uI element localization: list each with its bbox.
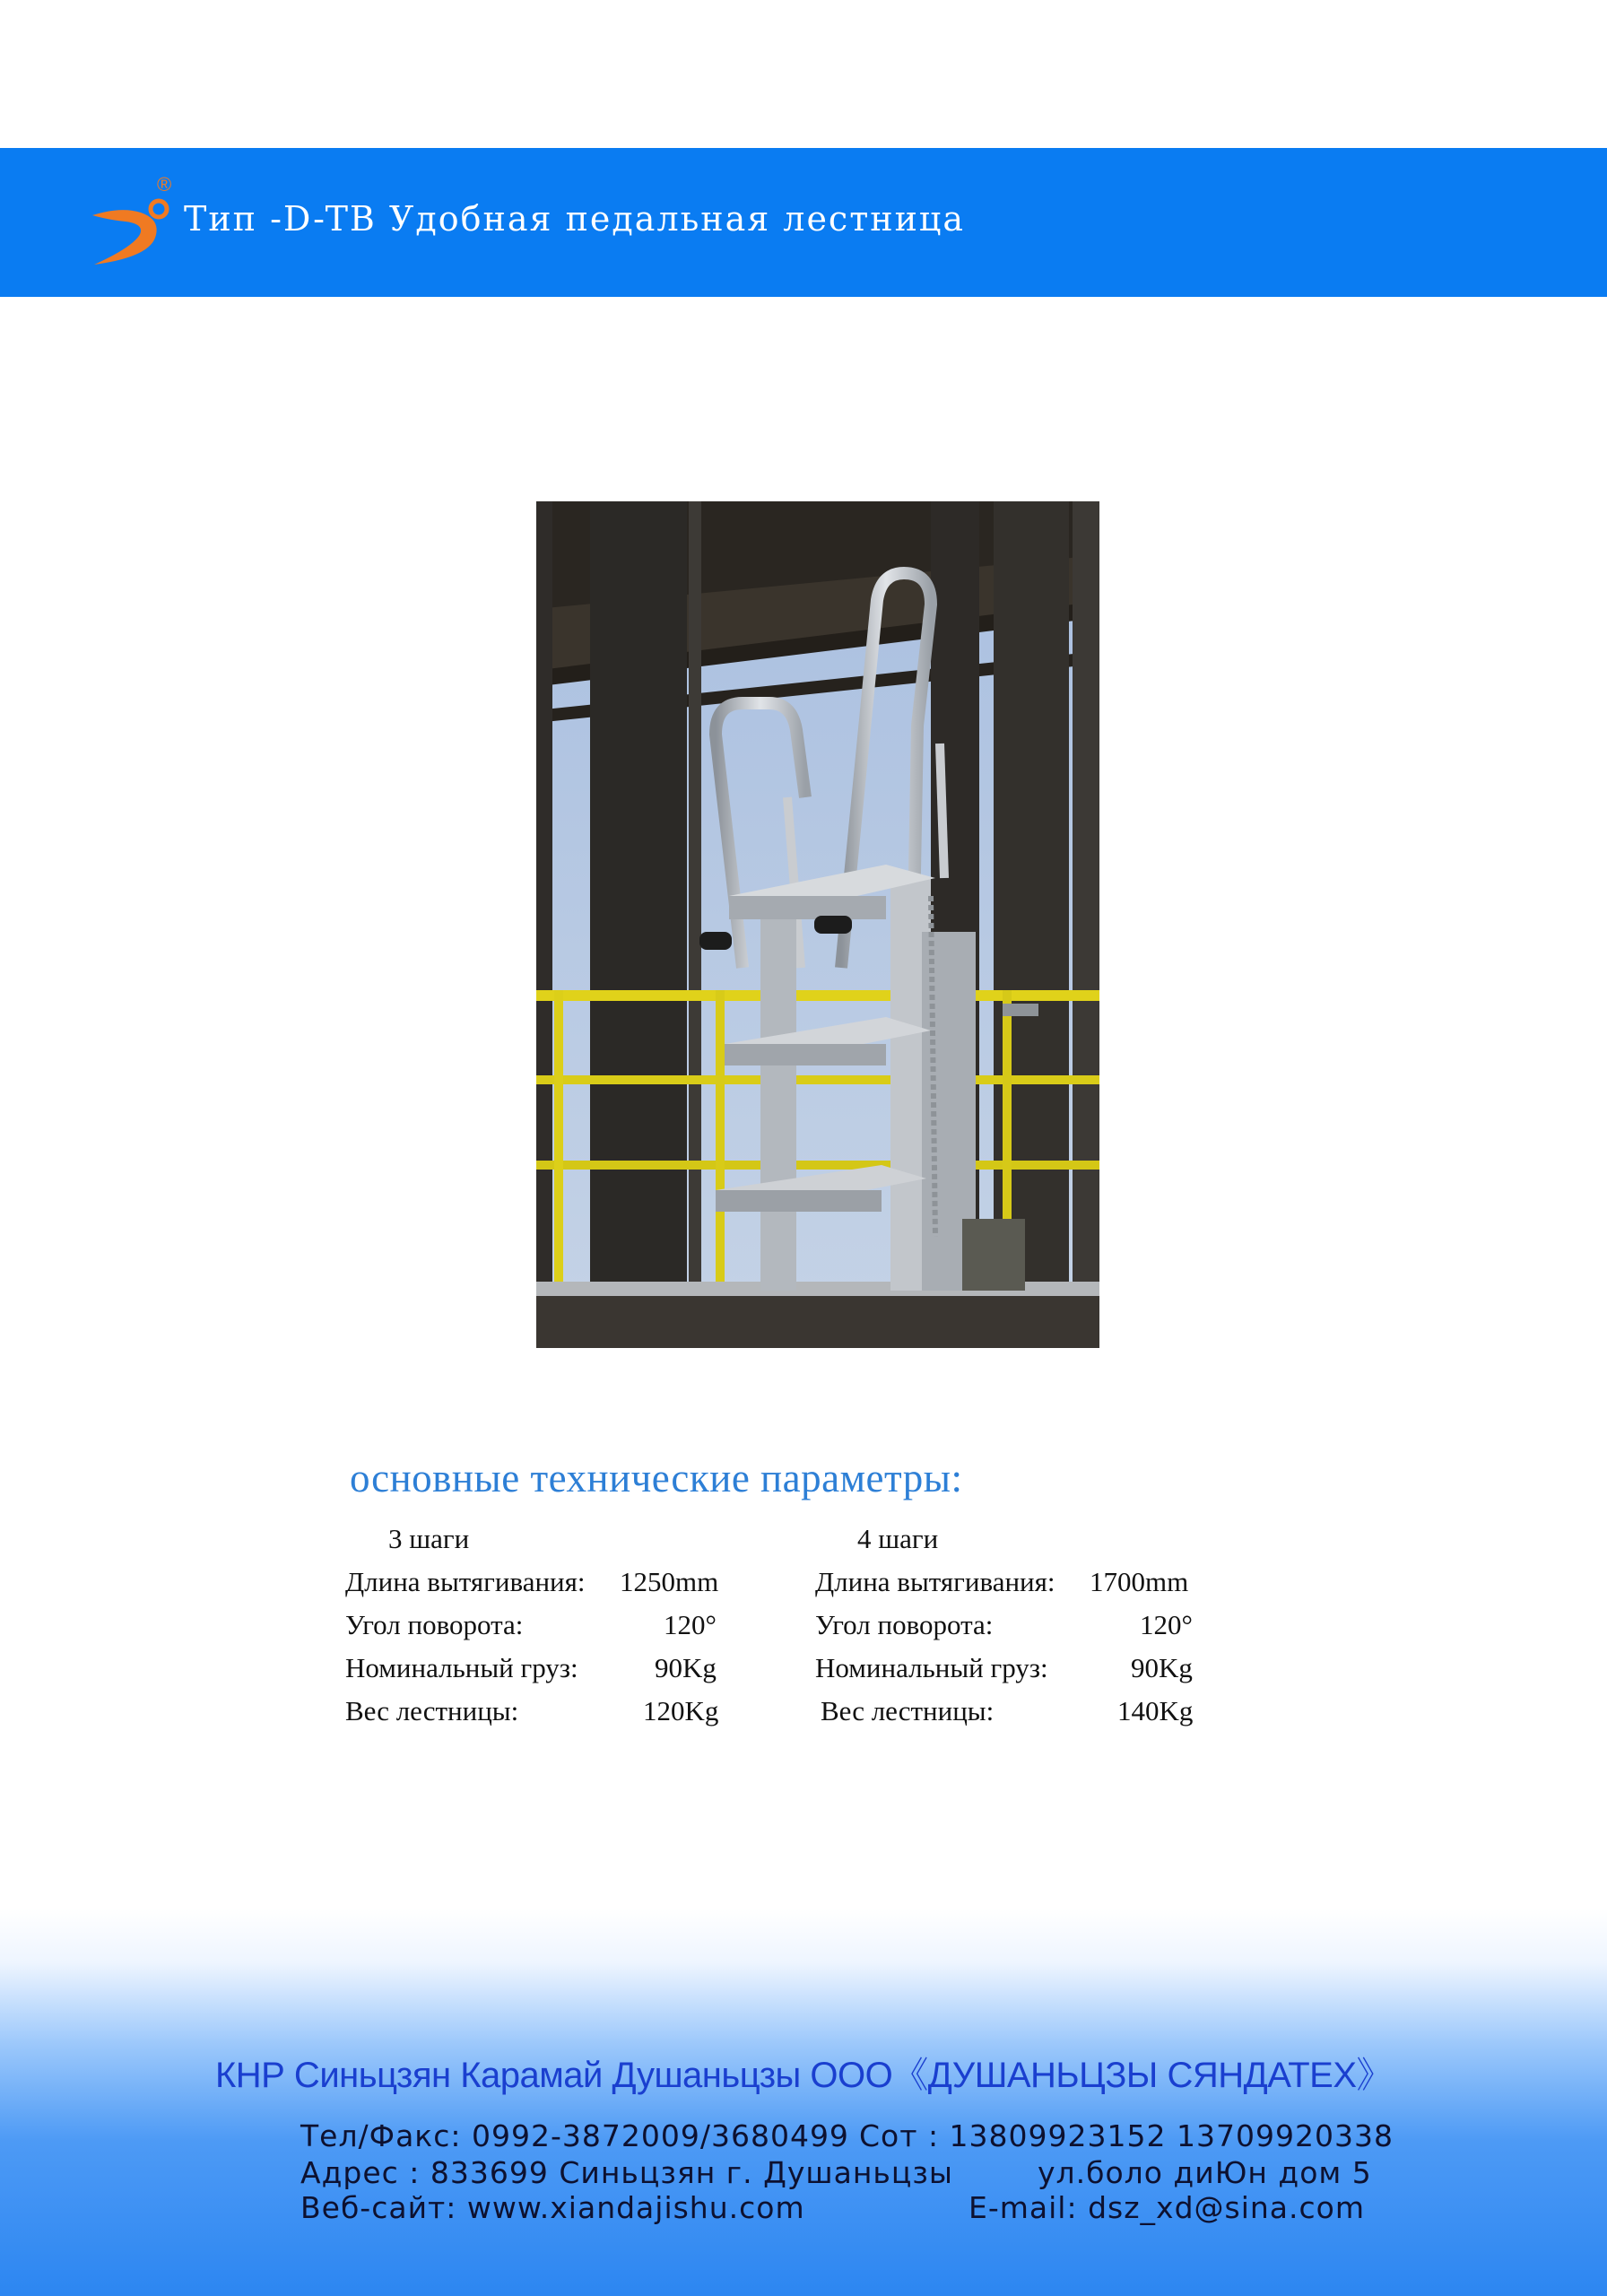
spec-row-weight [345, 1690, 758, 1733]
spec-value: 90Kg [655, 1652, 717, 1683]
spec-row-extension [815, 1561, 1228, 1604]
spec-label: Угол поворота: [815, 1609, 994, 1640]
spec-row-extension [345, 1561, 758, 1604]
page-title: Тип -D-TB Удобная педальная лестница [184, 199, 965, 239]
spec-value: 120° [1140, 1609, 1193, 1640]
spec-value: 1700mm [1090, 1566, 1189, 1597]
spec-label: Номинальный груз: [345, 1652, 578, 1683]
website[interactable]: Веб-сайт: www.xiandajishu.com [300, 2190, 805, 2225]
spec-label: Номинальный груз: [815, 1652, 1048, 1683]
email[interactable]: E-mail: dsz_xd@sina.com [969, 2190, 1365, 2225]
specs-column-3-steps [345, 1518, 758, 1733]
spec-row-load [815, 1647, 1228, 1690]
spec-value: 90Kg [1131, 1652, 1193, 1683]
address: Адрес : 833699 Синьцзян г. Душаньцзы [300, 2155, 953, 2190]
spec-value: 120Kg [643, 1695, 719, 1726]
spec-value: 140Kg [1117, 1695, 1194, 1726]
spec-label: Вес лестницы: [345, 1695, 519, 1726]
spec-value: 120° [664, 1609, 717, 1640]
spec-row-weight [815, 1690, 1228, 1733]
footer-background [0, 1909, 1607, 2296]
specs-heading: основные технические параметры: [350, 1456, 963, 1500]
spec-row-rotation [345, 1604, 758, 1647]
mobile-phone: Сот : 13809923152 13709920338 [859, 2118, 1394, 2153]
spec-value: 1250mm [620, 1566, 719, 1597]
spec-label: Вес лестницы: [821, 1695, 995, 1726]
address-street: ул.боло диЮн дом 5 [1038, 2155, 1372, 2190]
spec-label: Угол поворота: [345, 1609, 524, 1640]
company-name: КНР Синьцзян Карамай Душаньцзы ООО《ДУШАНЬЦЗЫ СЯНДАТЕХ》 [214, 2056, 1393, 2095]
steps-title: 3 шаги [388, 1523, 470, 1554]
spec-label: Длина вытягивания: [345, 1566, 586, 1597]
company-logo [85, 175, 184, 274]
product-photo [536, 501, 1099, 1348]
spec-row-load [345, 1647, 758, 1690]
spec-row-rotation [815, 1604, 1228, 1647]
spec-label: Длина вытягивания: [815, 1566, 1055, 1597]
registered-mark: ® [157, 175, 172, 196]
phone-fax: Тел/Факс: 0992-3872009/3680499 [300, 2118, 849, 2153]
specs-column-4-steps [815, 1518, 1228, 1733]
steps-title: 4 шаги [857, 1523, 939, 1554]
